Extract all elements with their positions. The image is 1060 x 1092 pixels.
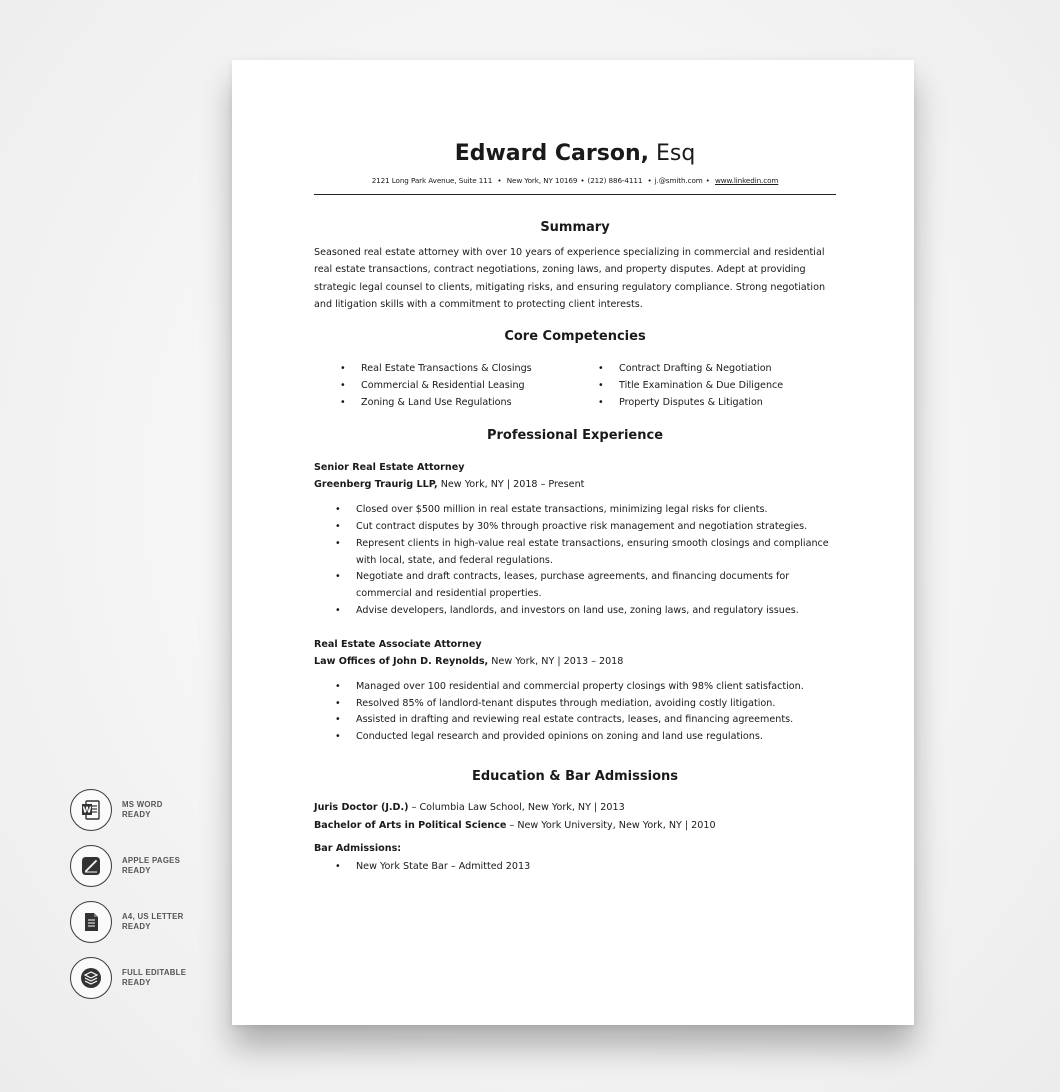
education-line [314, 799, 836, 817]
job-title: Real Estate Associate Attorney [314, 638, 482, 650]
layers-icon [70, 957, 112, 999]
feature-badges [70, 788, 186, 1012]
apple-pages-icon [70, 845, 112, 887]
job-bullet: • Represent clients in high-value real estate transactions, ensuring smooth closings and compliance with local, state, and federal regulations. [335, 536, 836, 570]
job-details: New York, NY | 2018 – Present [440, 479, 585, 491]
competencies-right-list [598, 360, 838, 412]
badge-paper-size [70, 900, 186, 944]
job-bullet: • Resolved 85% of landlord-tenant disputes through mediation, avoiding costly litigation. [335, 696, 836, 713]
separator-dot: • [645, 176, 652, 185]
contact-address: 2121 Long Park Avenue, Suite 111 [371, 176, 493, 185]
separator-dot: • [580, 176, 585, 185]
badge-line2: READY [122, 810, 151, 819]
competency-item: • Commercial & Residential Leasing [340, 377, 598, 394]
badge-label [122, 968, 186, 988]
badge-apple-pages [70, 844, 186, 888]
job-bullet: • Managed over 100 residential and commercial property closings with 98% client satisfaction. [335, 679, 836, 696]
competency-item: • Contract Drafting & Negotiation [598, 360, 838, 377]
badge-label [122, 856, 180, 876]
competency-item: • Real Estate Transactions & Closings [340, 360, 598, 377]
svg-text:W: W [82, 805, 92, 815]
ms-word-icon [70, 789, 112, 831]
competencies-grid [314, 360, 836, 412]
job-bullet: • Advise developers, landlords, and investors on land use, zoning laws, and regulatory issues. [335, 603, 836, 620]
name-suffix: Esq [655, 141, 696, 166]
job-entry [314, 459, 836, 620]
bar-admissions-label: Bar Admissions: [314, 843, 402, 854]
degree-name: Juris Doctor (J.D.) [314, 802, 409, 813]
contact-email: j.@smith.com [654, 176, 703, 185]
job-bullets [314, 502, 836, 620]
contact-line [314, 176, 836, 195]
bar-admissions-list [314, 859, 836, 876]
badge-line1: A4, US LETTER [122, 912, 184, 921]
job-bullet: • Assisted in drafting and reviewing real estate contracts, leases, and financing agreements. [335, 712, 836, 729]
job-bullet: • Cut contract disputes by 30% through proactive risk management and negotiation strategies. [335, 519, 836, 536]
badge-ms-word [70, 788, 186, 832]
badge-line1: APPLE PAGES [122, 856, 181, 865]
name-text: Edward Carson, [454, 141, 649, 166]
experience-heading: Professional Experience [486, 428, 664, 444]
resume-content [314, 138, 836, 876]
job-bullet: • Negotiate and draft contracts, leases, purchase agreements, and financing documents for commercial and residential properties. [335, 569, 836, 603]
separator-dot: • [495, 176, 504, 185]
badge-editable [70, 956, 186, 1000]
badge-label [122, 800, 163, 820]
degree-details: – Columbia Law School, New York, NY | 2013 [411, 802, 625, 813]
job-bullet: • Conducted legal research and provided opinions on zoning and land use regulations. [335, 729, 836, 746]
resume-page [232, 60, 914, 1025]
competency-item: • Title Examination & Due Diligence [598, 377, 838, 394]
badge-line2: READY [122, 978, 151, 987]
competencies-heading: Core Competencies [504, 328, 646, 344]
summary-text: Seasoned real estate attorney with over 10 years of experience specializing in commercial and residential real estate transactions, contract negotiations, zoning laws, and property disputes. Adept at providing strategic legal counsel to clients, mitigating risks, and ensuring regulatory compliance. Strong negotiation and litigation skills with a commitment to protecting client interests. [314, 247, 826, 311]
degree-name: Bachelor of Arts in Political Science [314, 820, 507, 831]
badge-line2: READY [122, 922, 151, 931]
job-title: Senior Real Estate Attorney [314, 462, 465, 474]
job-company: Greenberg Traurig LLP, [314, 479, 438, 491]
job-company: Law Offices of John D. Reynolds, [314, 655, 489, 667]
badge-line1: FULL EDITABLE [122, 968, 187, 977]
job-details: New York, NY | 2013 – 2018 [491, 655, 624, 667]
job-company-line [314, 653, 836, 670]
contact-city: New York, NY 10169 [506, 176, 578, 185]
education-line [314, 817, 836, 835]
summary-heading: Summary [540, 220, 610, 235]
job-bullet: • Closed over $500 million in real estate transactions, minimizing legal risks for clients. [335, 502, 836, 519]
competency-item: • Zoning & Land Use Regulations [340, 394, 598, 411]
badge-line1: MS WORD [122, 800, 163, 809]
badge-line2: READY [122, 866, 151, 875]
badge-label [122, 912, 184, 932]
competencies-left-list [340, 360, 598, 412]
bar-admission-item: • New York State Bar – Admitted 2013 [335, 859, 836, 876]
linkedin-link[interactable]: www.linkedin.com [715, 176, 779, 185]
education-heading: Education & Bar Admissions [471, 769, 678, 784]
job-company-line [314, 476, 836, 493]
contact-phone: (212) 886-4111 [587, 176, 643, 185]
resume-name [314, 138, 836, 170]
job-bullets [314, 679, 836, 746]
job-entry [314, 636, 836, 746]
separator-dot: • [705, 176, 712, 185]
degree-details: – New York University, New York, NY | 2010 [509, 820, 716, 831]
document-icon [70, 901, 112, 943]
competency-item: • Property Disputes & Litigation [598, 394, 838, 411]
